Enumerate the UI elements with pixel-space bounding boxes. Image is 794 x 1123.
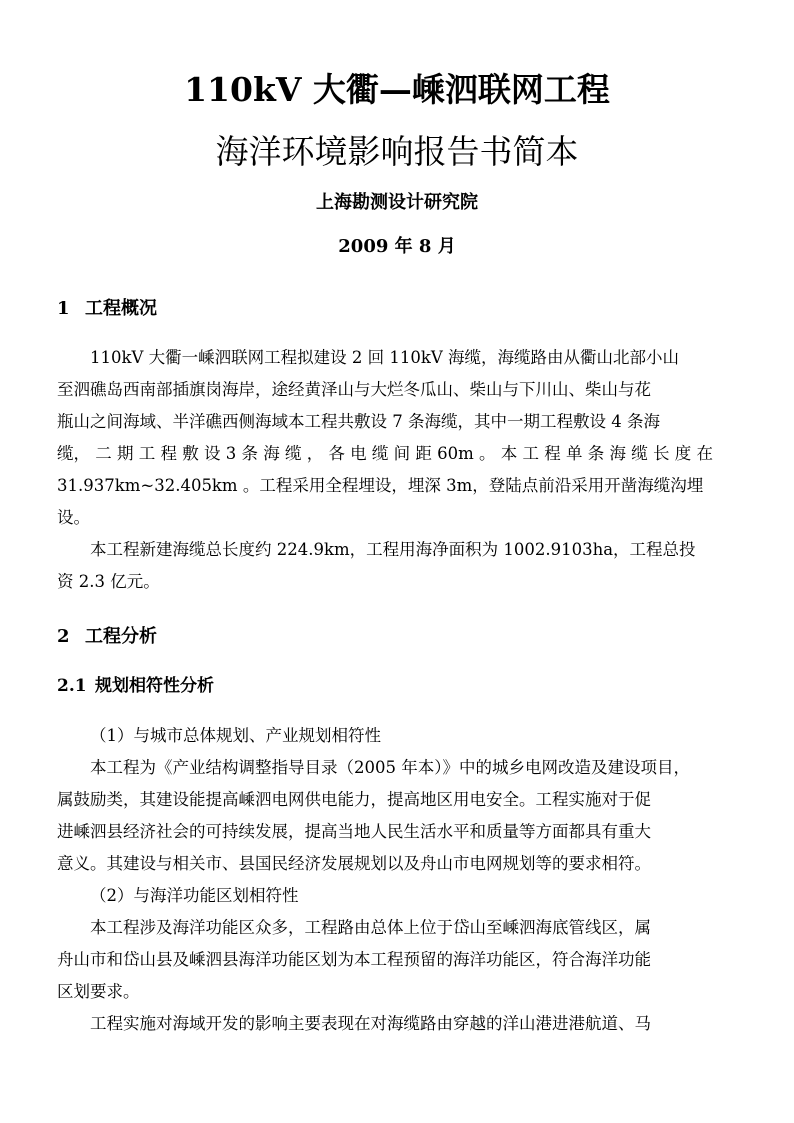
paragraph-line: 本工程为《产业结构调整指导目录（2005 年本）》中的城乡电网改造及建设项目， xyxy=(90,758,690,777)
paragraph-line: 工程实施对海域开发的影响主要表现在对海缆路由穿越的洋山港进港航道、马 xyxy=(90,1014,651,1033)
subsection-1-title: （1）与城市总体规划、产业规划相符性 xyxy=(90,726,381,745)
section-2-title: 工程分析 xyxy=(85,626,157,647)
paragraph-line: 缆， 二 期 工 程 敷 设 3 条 海 缆 ， 各 电 缆 间 距 60m 。 本 工 程 单 条 海 缆 长 度 在 xyxy=(57,444,713,463)
document-date: 2009 年 8 月 xyxy=(338,236,456,257)
paragraph-line: 至泗礁岛西南部插旗岗海岸，途经黄泽山与大烂冬瓜山、柴山与下川山、柴山与花 xyxy=(57,380,651,399)
section-2-1-heading xyxy=(57,673,214,699)
paragraph-line: 31.937km~32.405km 。工程采用全程埋设，埋深 3m，登陆点前沿采用开凿海缆沟埋 xyxy=(57,476,704,495)
paragraph-line: 进嵊泗县经济社会的可持续发展，提高当地人民生活水平和质量等方面都具有重大 xyxy=(57,822,651,841)
paragraph-line: 属鼓励类，其建设能提高嵊泗电网供电能力，提高地区用电安全。工程实施对于促 xyxy=(57,790,651,809)
section-1-heading xyxy=(57,296,157,322)
section-1-number: 1 xyxy=(57,298,70,319)
section-2-number: 2 xyxy=(57,626,70,647)
paragraph-line: 瓶山之间海域、半洋礁西侧海域本工程共敷设 7 条海缆，其中一期工程敷设 4 条海 xyxy=(57,412,660,431)
paragraph-line: 110kV 大衢一嵊泗联网工程拟建设 2 回 110kV 海缆，海缆路由从衢山北部小山 xyxy=(90,348,680,367)
section-1-title: 工程概况 xyxy=(85,298,157,319)
section-2-heading xyxy=(57,624,157,650)
paragraph-line: 区划要求。 xyxy=(57,982,140,1001)
paragraph-line: 舟山市和岱山县及嵊泗县海洋功能区划为本工程预留的海洋功能区，符合海洋功能 xyxy=(57,950,651,969)
document-title-line1: 110kV 大衢—嵊泗联网工程 xyxy=(184,70,610,109)
subsection-2-title: （2）与海洋功能区划相符性 xyxy=(90,886,299,905)
paragraph-line: 资 2.3 亿元。 xyxy=(57,572,160,591)
paragraph-line: 设。 xyxy=(57,508,90,527)
section-2-1-title: 规划相符性分析 xyxy=(95,676,214,696)
paragraph-line: 意义。其建设与相关市、县国民经济发展规划以及舟山市电网规划等的要求相符。 xyxy=(57,854,651,873)
paragraph-line: 本工程新建海缆总长度约 224.9km，工程用海净面积为 1002.9103ha，工程总投 xyxy=(90,540,696,559)
section-2-1-number: 2.1 xyxy=(57,676,87,696)
document-organization: 上海勘测设计研究院 xyxy=(316,192,478,213)
paragraph-line: 本工程涉及海洋功能区众多，工程路由总体上位于岱山至嵊泗海底管线区，属 xyxy=(90,918,651,937)
document-title-line2: 海洋环境影响报告书简本 xyxy=(215,132,579,171)
